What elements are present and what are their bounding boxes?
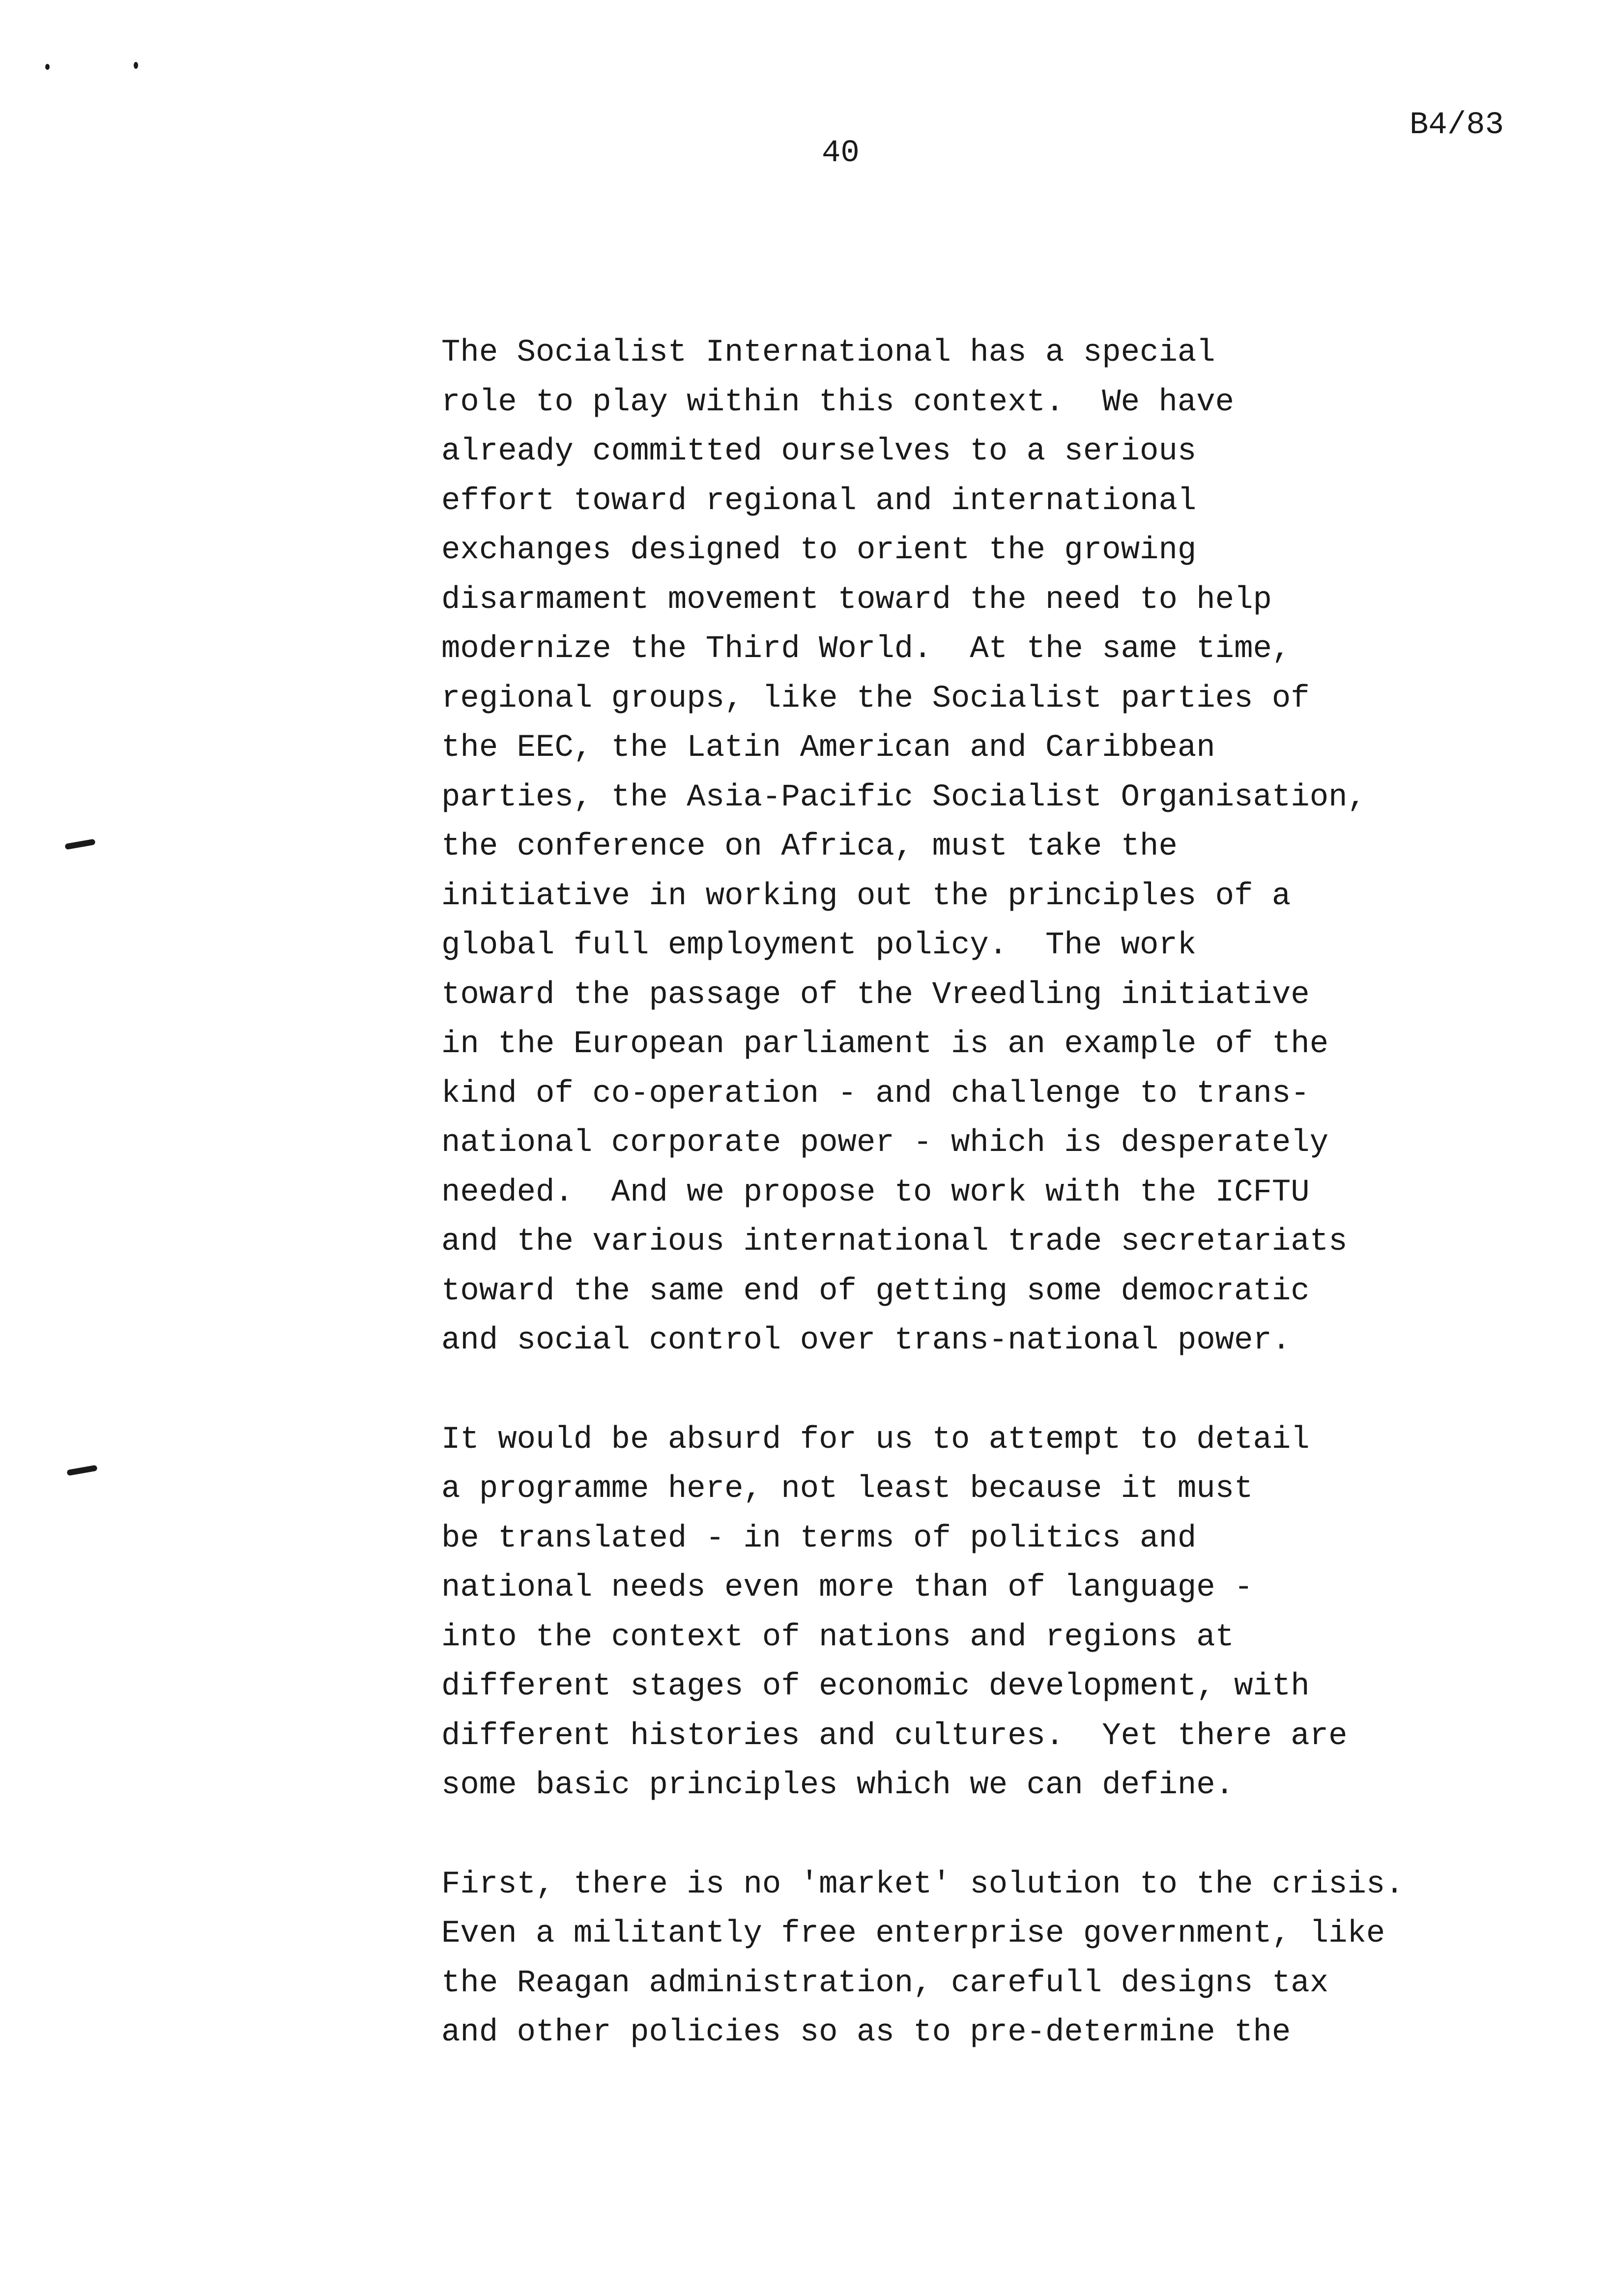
text-line: initiative in working out the principles of a [441,878,1291,914]
text-line: different stages of economic development, with [441,1669,1310,1704]
text-line: regional groups, like the Socialist parties of [441,681,1310,717]
text-line: First, there is no 'market' solution to the crisis. [441,1866,1404,1902]
paragraph-socialist-international-role [441,328,1572,1366]
text-line: and social control over trans-national power. [441,1323,1291,1358]
text-line: into the context of nations and regions at [441,1619,1235,1655]
text-line: a programme here, not least because it must [441,1471,1253,1507]
text-line: toward the same end of getting some democratic [441,1273,1310,1309]
hole-punch-mark [66,1465,97,1476]
text-line: Even a militantly free enterprise government, like [441,1916,1385,1952]
text-line: already committed ourselves to a serious [441,434,1197,469]
text-line: kind of co-operation - and challenge to trans- [441,1076,1310,1112]
text-line: some basic principles which we can define. [441,1768,1235,1803]
body-text [441,328,1572,2058]
text-line: needed. And we propose to work with the ICFTU [441,1175,1310,1210]
text-line: be translated - in terms of politics and [441,1521,1197,1556]
text-line: the EEC, the Latin American and Caribbean [441,730,1215,766]
text-line: toward the passage of the Vreedling initiative [441,977,1310,1013]
paragraph-programme-detail [441,1415,1572,1810]
text-line: national corporate power - which is desperately [441,1125,1329,1161]
paragraph-market-solution [441,1860,1572,2058]
text-line: and the various international trade secretariats [441,1224,1348,1260]
text-line: modernize the Third World. At the same time, [441,631,1291,667]
page-number: 40 [822,136,860,171]
text-line: The Socialist International has a special [441,335,1215,371]
hole-punch-mark [64,839,95,850]
text-line: effort toward regional and international [441,483,1197,519]
text-line: the conference on Africa, must take the [441,829,1178,864]
text-line: global full employment policy. The work [441,928,1197,963]
text-line: the Reagan administration, carefull designs tax [441,1965,1329,2001]
text-line: It would be absurd for us to attempt to detail [441,1422,1310,1458]
scan-speck [134,62,138,69]
text-line: and other policies so as to pre-determine the [441,2015,1291,2050]
text-line: exchanges designed to orient the growing [441,533,1197,568]
text-line: national needs even more than of language - [441,1570,1253,1606]
text-line: role to play within this context. We have [441,384,1235,420]
text-line: in the European parliament is an example of the [441,1027,1329,1062]
text-line: different histories and cultures. Yet there are [441,1718,1348,1754]
document-reference-code: B4/83 [1410,108,1504,143]
text-line: disarmament movement toward the need to help [441,582,1272,618]
text-line: parties, the Asia-Pacific Socialist Organisation, [441,779,1366,815]
scan-speck [45,64,50,70]
